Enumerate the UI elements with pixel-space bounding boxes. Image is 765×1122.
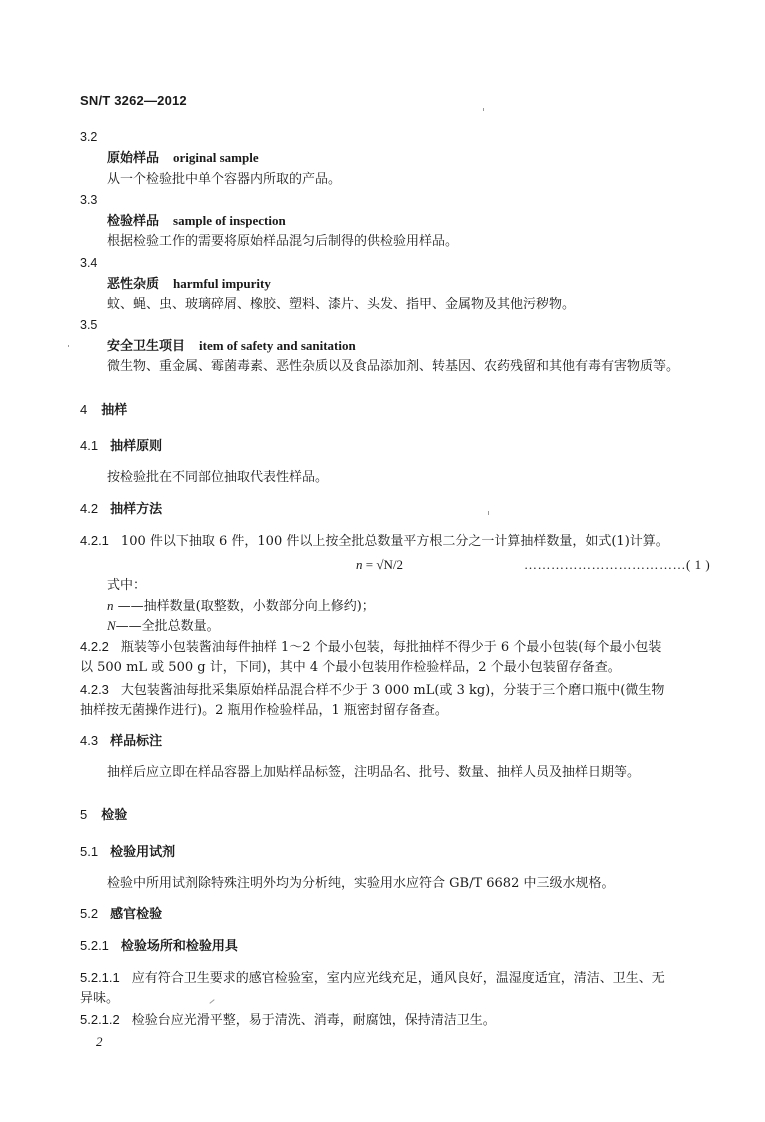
clause-text: 检验台应光滑平整，易于清洗、消毒，耐腐蚀，保持清洁卫生。	[131, 1013, 496, 1028]
section-title: 抽样	[101, 403, 128, 418]
term-title	[107, 149, 259, 168]
variable-symbol: N	[107, 618, 116, 633]
section-number: 5	[80, 807, 88, 822]
variable-text: ——抽样数量(取整数，小数部分向上修约)；	[113, 599, 375, 614]
clause-text: 100 件以下抽取 6 件，100 件以上按全批总数量平方根二分之一计算抽样数量，如式(1)计算。	[120, 534, 669, 549]
page-number: 2	[96, 1034, 103, 1049]
variable-symbol: n	[107, 598, 114, 613]
term-title	[107, 337, 356, 356]
section-heading-4	[80, 401, 127, 420]
subsubsection-heading-5-2-1	[80, 937, 238, 956]
subsection-title: 抽样原则	[110, 439, 163, 454]
term-title-zh: 检验样品	[107, 214, 160, 229]
term-number: 3.4	[80, 256, 98, 270]
subsection-number: 5.2.1	[80, 938, 109, 953]
term-number: 3.3	[80, 193, 98, 207]
clause-number: 4.2.2	[80, 639, 109, 654]
scan-mark	[483, 108, 484, 111]
subsection-heading-4-1	[80, 437, 162, 456]
clause-5-2-1-2	[80, 1011, 496, 1030]
paragraph: 检验中所用试剂除特殊注明外均为分析纯，实验用水应符合 GB/T 6682 中三级水规格。	[107, 876, 615, 891]
subsection-title: 检验用试剂	[110, 845, 176, 860]
standard-code-header: SN/T 3262—2012	[80, 93, 187, 108]
variable-definition	[107, 617, 220, 636]
subsection-heading-4-2	[80, 500, 162, 519]
subsection-number: 4.2	[80, 501, 99, 516]
clause-4-2-1	[80, 532, 669, 551]
term-definition: 蚊、蝇、虫、玻璃碎屑、橡胶、塑料、漆片、头发、指甲、金属物及其他污秽物。	[107, 297, 576, 312]
variable-text: ——全批总数量。	[115, 619, 220, 634]
clause-number: 5.2.1.1	[80, 970, 120, 985]
term-number: 3.2	[80, 130, 98, 144]
term-number: 3.5	[80, 318, 98, 332]
subsection-title: 抽样方法	[110, 502, 163, 517]
where-label: 式中：	[107, 578, 147, 593]
clause-text: 瓶装等小包装酱油每件抽样 1～2 个最小包装，每批抽样不得少于 6 个最小包装(每个最小包装	[120, 640, 662, 655]
subsection-number: 4.3	[80, 733, 99, 748]
term-definition: 根据检验工作的需要将原始样品混匀后制得的供检验用样品。	[107, 234, 459, 249]
term-title-zh: 恶性杂质	[107, 277, 160, 292]
clause-text: 应有符合卫生要求的感官检验室，室内应光线充足，通风良好，温湿度适宜，清洁、卫生、无	[131, 971, 665, 986]
section-title: 检验	[101, 808, 128, 823]
clause-text-continued: 抽样按无菌操作进行)。2 瓶用作检验样品，1 瓶密封留存备查。	[80, 703, 448, 718]
clause-number: 4.2.1	[80, 533, 109, 548]
scan-mark	[209, 999, 214, 1004]
term-title	[107, 275, 271, 294]
term-title-en: harmful impurity	[173, 276, 271, 291]
subsection-title: 检验场所和检验用具	[120, 939, 238, 954]
formula-expression: = √N/2	[362, 557, 403, 572]
term-definition: 从一个检验批中单个容器内所取的产品。	[107, 172, 342, 187]
term-definition: 微生物、重金属、霉菌毒素、恶性杂质以及食品添加剂、转基因、农药残留和其他有毒有害物质等。	[107, 359, 680, 374]
section-number: 4	[80, 402, 88, 417]
clause-text: 大包装酱油每批采集原始样品混合样不少于 3 000 mL(或 3 kg)，分装于三个磨口瓶中(微生物	[120, 683, 665, 698]
subsection-number: 4.1	[80, 438, 99, 453]
formula	[356, 556, 403, 574]
term-title-zh: 安全卫生项目	[107, 339, 186, 354]
clause-4-2-2	[80, 638, 661, 657]
subsection-title: 感官检验	[110, 907, 163, 922]
subsection-heading-4-3	[80, 732, 162, 751]
scan-mark	[488, 511, 489, 515]
term-title	[107, 212, 286, 231]
term-title-en: sample of inspection	[173, 213, 286, 228]
term-title-en: original sample	[173, 150, 259, 165]
term-title-zh: 原始样品	[107, 151, 160, 166]
subsection-heading-5-2	[80, 905, 162, 924]
clause-number: 4.2.3	[80, 682, 109, 697]
equation-number: ………………………………( 1 )	[524, 557, 711, 572]
formula-n: n	[356, 557, 363, 572]
clause-4-2-3	[80, 681, 664, 700]
subsection-number: 5.2	[80, 906, 99, 921]
subsection-heading-5-1	[80, 843, 175, 862]
subsection-title: 样品标注	[110, 734, 163, 749]
section-heading-5	[80, 806, 127, 825]
clause-5-2-1-1	[80, 969, 665, 988]
subsection-number: 5.1	[80, 844, 99, 859]
term-title-en: item of safety and sanitation	[199, 338, 356, 353]
variable-definition	[107, 597, 375, 616]
clause-text-continued: 异味。	[80, 991, 120, 1006]
scan-mark	[68, 345, 69, 347]
clause-text-continued: 以 500 mL 或 500 g 计，下同)，其中 4 个最小包装用作检验样品，2 个最小包装留存备查。	[80, 660, 621, 675]
paragraph: 抽样后应立即在样品容器上加贴样品标签，注明品名、批号、数量、抽样人员及抽样日期等。	[107, 765, 641, 780]
clause-number: 5.2.1.2	[80, 1012, 120, 1027]
paragraph: 按检验批在不同部位抽取代表性样品。	[107, 470, 329, 485]
